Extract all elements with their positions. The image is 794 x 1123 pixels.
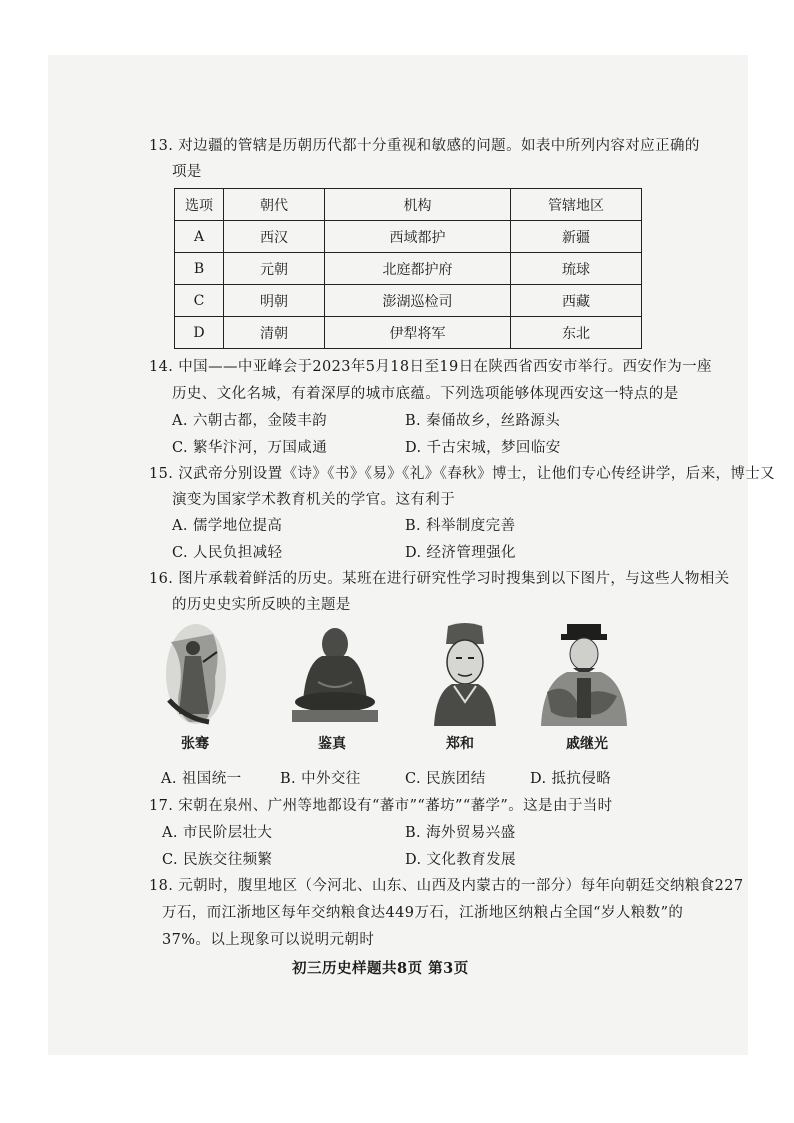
q15-option-c[interactable]: C. 人民负担减轻 xyxy=(172,545,283,561)
q15-option-d[interactable]: D. 经济管理强化 xyxy=(405,545,516,561)
table-cell: 澎湖巡检司 xyxy=(325,285,511,317)
q16-stem-line1: 16. 图片承载着鲜活的历史。某班在进行研究性学习时搜集到以下图片，与这些人物相关 xyxy=(149,571,730,587)
table-cell: 元朝 xyxy=(224,253,325,285)
table-cell: D xyxy=(175,317,224,349)
table-header-row xyxy=(175,189,642,221)
table-cell: 北庭都护府 xyxy=(325,253,511,285)
q15-stem-line2: 演变为国家学术教育机关的学官。这有利于 xyxy=(172,492,456,508)
table-cell: 新疆 xyxy=(511,221,642,253)
jianzhen-caption: 鉴真 xyxy=(318,736,346,752)
q14-option-d[interactable]: D. 千古宋城，梦回临安 xyxy=(405,440,561,456)
table-cell: 西汉 xyxy=(224,221,325,253)
table-header-cell: 朝代 xyxy=(224,189,325,221)
q17-option-c[interactable]: C. 民族交往频繁 xyxy=(162,852,273,868)
q15-option-b[interactable]: B. 科举制度完善 xyxy=(405,518,516,534)
q16-option-c[interactable]: C. 民族团结 xyxy=(405,771,486,787)
qi-jiguang-caption: 戚继光 xyxy=(566,736,608,752)
page-footer: 初三历史样题共8页 第3页 xyxy=(292,960,469,977)
q14-stem-line2: 历史、文化名城，有着深厚的城市底蕴。下列选项能够体现西安这一特点的是 xyxy=(172,386,679,402)
q18-stem-line3: 37%。以上现象可以说明元朝时 xyxy=(162,932,375,948)
q14-option-c[interactable]: C. 繁华汴河，万国咸通 xyxy=(172,440,328,456)
q16-option-d[interactable]: D. 抵抗侵略 xyxy=(530,771,612,787)
table-row xyxy=(175,221,642,253)
zhang-qian-portrait-image xyxy=(165,622,227,726)
table-row xyxy=(175,253,642,285)
q17-stem-line1: 17. 宋朝在泉州、广州等地都设有“蕃市”“蕃坊”“蕃学”。这是由于当时 xyxy=(149,798,613,814)
table-cell: 琉球 xyxy=(511,253,642,285)
table-row xyxy=(175,317,642,349)
table-cell: C xyxy=(175,285,224,317)
table-header-cell: 管辖地区 xyxy=(511,189,642,221)
table-cell: 清朝 xyxy=(224,317,325,349)
q13-stem-line1: 13. 对边疆的管辖是历朝历代都十分重视和敏感的问题。如表中所列内容对应正确的 xyxy=(149,138,700,154)
zheng-he-portrait-image xyxy=(428,622,502,726)
table-row xyxy=(175,285,642,317)
q14-option-b[interactable]: B. 秦俑故乡，丝路源头 xyxy=(405,413,561,429)
q17-option-d[interactable]: D. 文化教育发展 xyxy=(405,852,516,868)
q16-option-b[interactable]: B. 中外交往 xyxy=(280,771,361,787)
q14-stem-line1: 14. 中国——中亚峰会于2023年5月18日至19日在陕西省西安市举行。西安作为一座 xyxy=(149,359,712,375)
table-cell: A xyxy=(175,221,224,253)
table-cell: 东北 xyxy=(511,317,642,349)
table-cell: B xyxy=(175,253,224,285)
q17-option-a[interactable]: A. 市民阶层壮大 xyxy=(162,825,273,841)
q16-option-a[interactable]: A. 祖国统一 xyxy=(161,771,242,787)
table-cell: 西藏 xyxy=(511,285,642,317)
table-cell: 西域都护 xyxy=(325,221,511,253)
qi-jiguang-portrait-image xyxy=(537,622,631,726)
q18-stem-line2: 万石，而江浙地区每年交纳粮食达449万石，江浙地区纳粮占全国“岁人粮数”的 xyxy=(162,905,684,921)
zhang-qian-caption: 张骞 xyxy=(181,736,209,752)
q13-stem-line2: 项是 xyxy=(172,164,202,180)
q15-option-a[interactable]: A. 儒学地位提高 xyxy=(172,518,283,534)
table-cell: 明朝 xyxy=(224,285,325,317)
table-header-cell: 选项 xyxy=(175,189,224,221)
table-header-cell: 机构 xyxy=(325,189,511,221)
table-cell: 伊犁将军 xyxy=(325,317,511,349)
q13-options-table xyxy=(174,188,642,349)
zheng-he-caption: 郑和 xyxy=(446,736,474,752)
q16-stem-line2: 的历史史实所反映的主题是 xyxy=(172,597,351,613)
q18-stem-line1: 18. 元朝时，腹里地区（今河北、山东、山西及内蒙古的一部分）每年向朝廷交纳粮食227 xyxy=(149,878,744,894)
q17-option-b[interactable]: B. 海外贸易兴盛 xyxy=(405,825,516,841)
jianzhen-statue-image xyxy=(288,622,382,726)
q15-stem-line1: 15. 汉武帝分别设置《诗》《书》《易》《礼》《春秋》博士，让他们专心传经讲学，后来，博士又 xyxy=(149,466,776,482)
q14-option-a[interactable]: A. 六朝古都，金陵丰韵 xyxy=(172,413,327,429)
